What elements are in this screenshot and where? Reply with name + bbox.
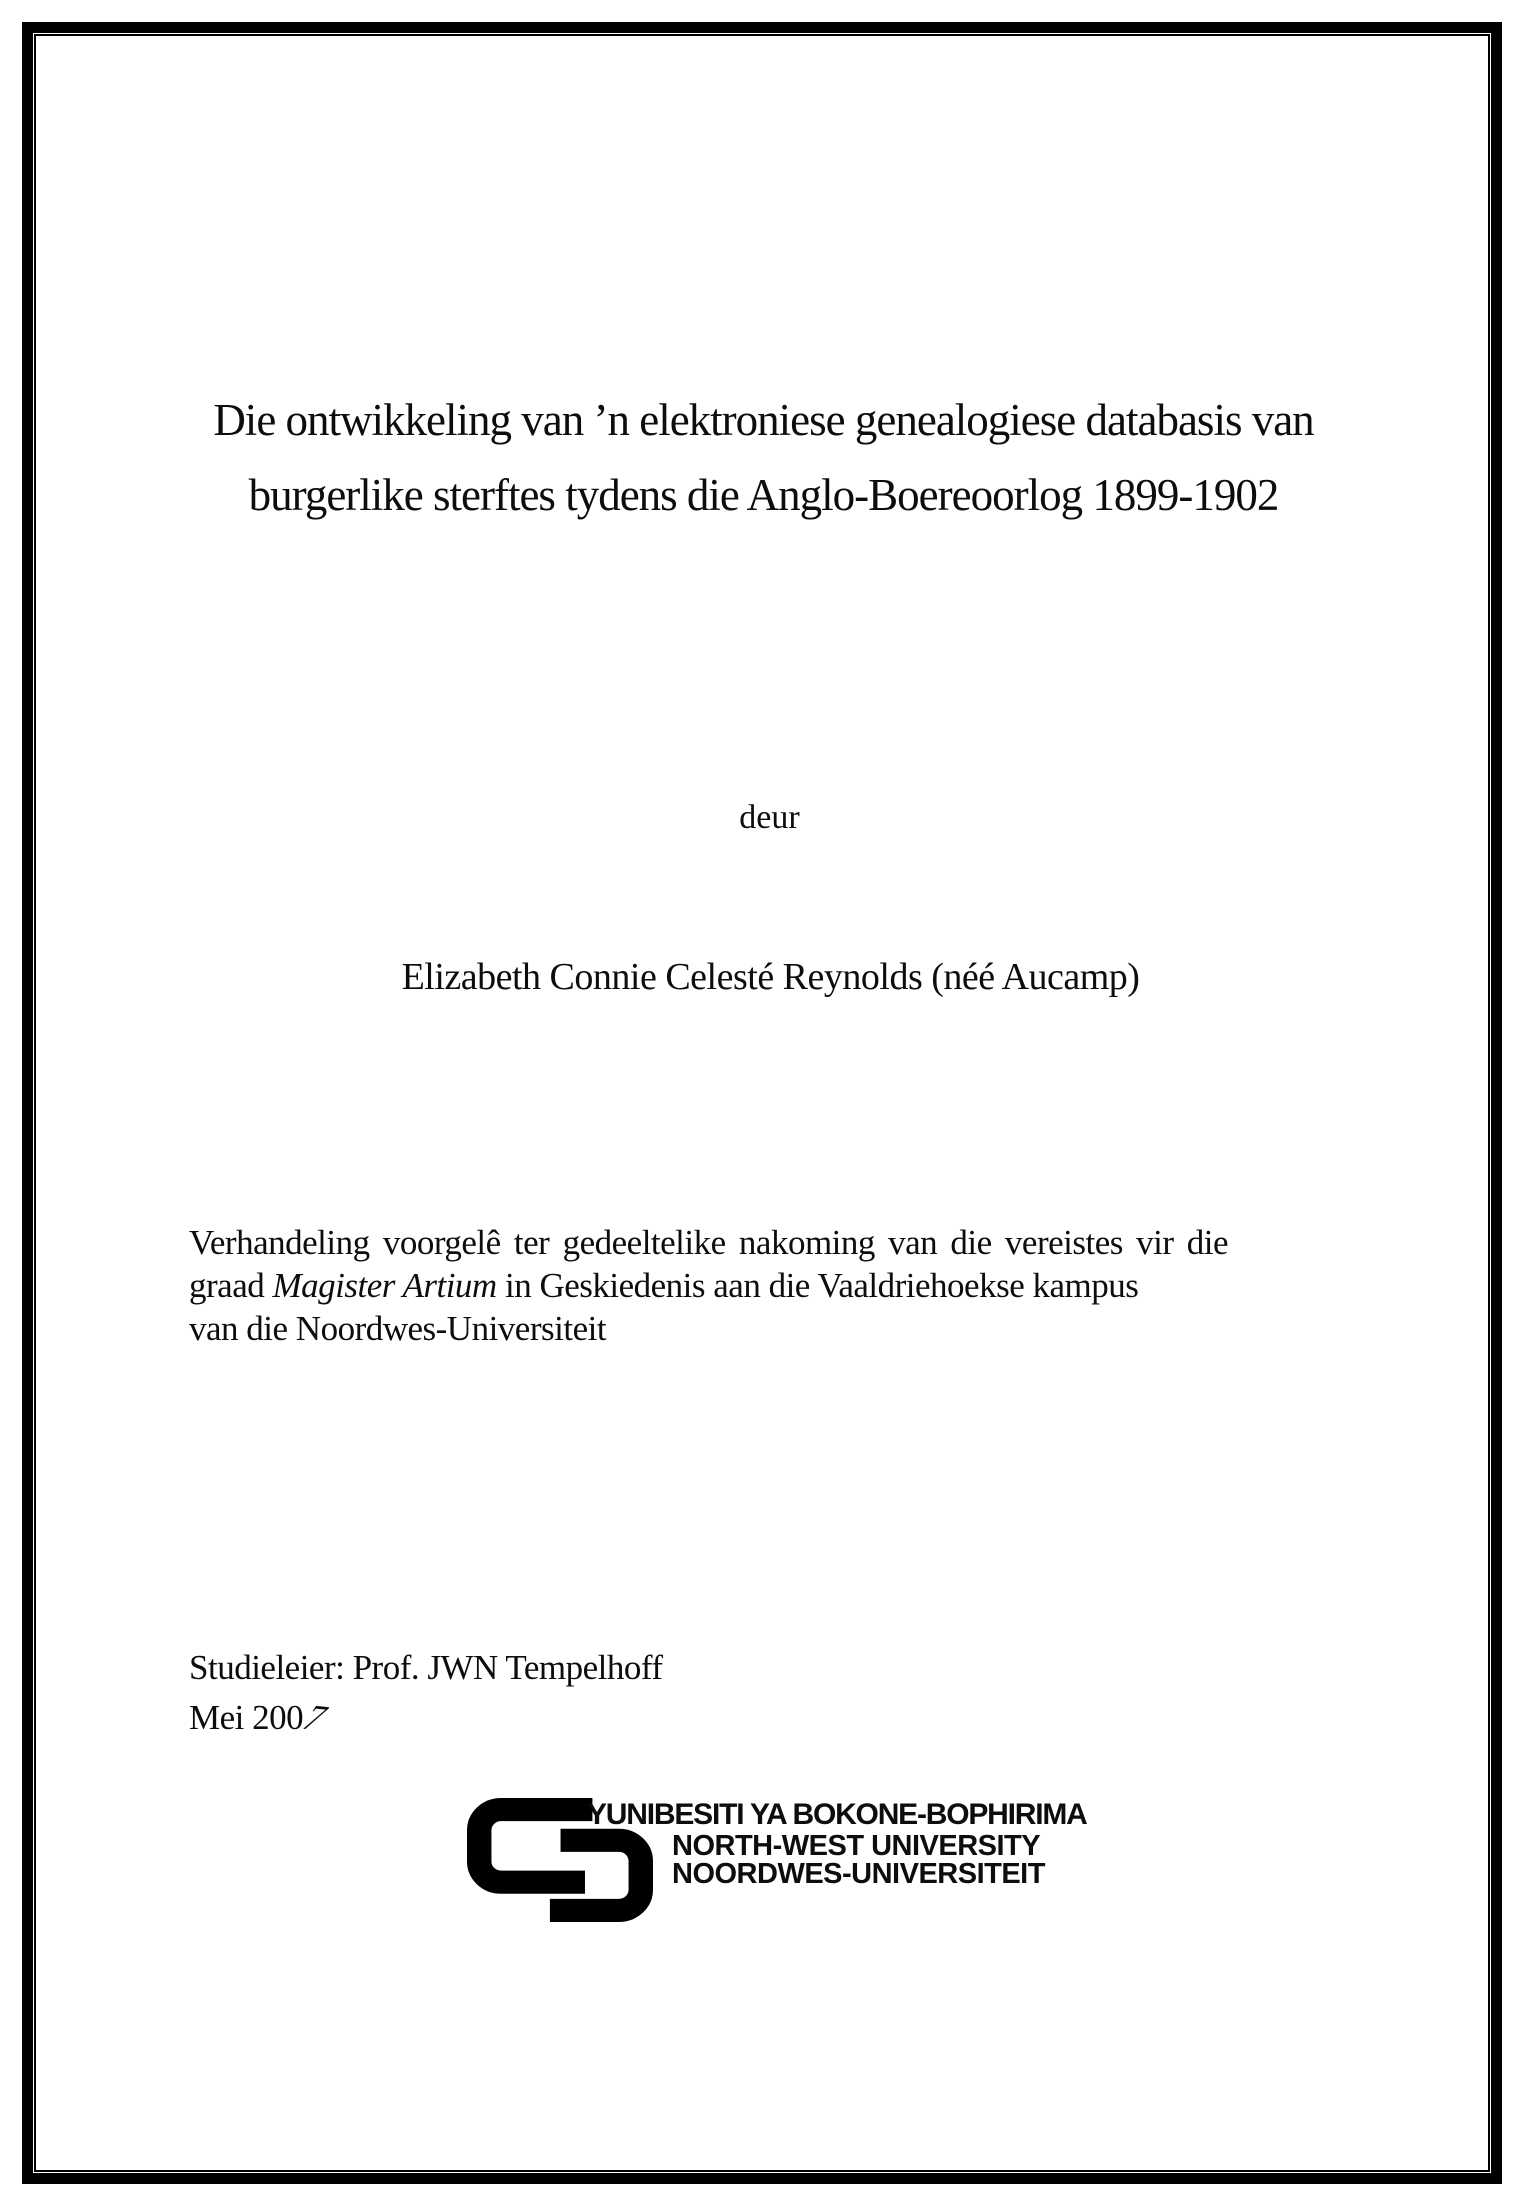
supervisor-block bbox=[189, 1643, 663, 1743]
thesis-statement bbox=[189, 1221, 1359, 1350]
thesis-title-line-2: burgerlike sterftes tydens die Anglo-Boereoorlog 1899-1902 bbox=[248, 470, 1279, 520]
thesis-statement-line-2-pre: graad bbox=[189, 1266, 273, 1305]
logo-text-setswana: YUNIBESITI YA BOKONE-BOPHIRIMA bbox=[587, 1798, 1087, 1831]
thesis-statement-line-2-post: in Geskiedenis aan die Vaaldriehoekse kampus bbox=[496, 1266, 1139, 1305]
logo-text-english: NORTH-WEST UNIVERSITY bbox=[672, 1830, 1041, 1862]
date-line bbox=[189, 1693, 663, 1743]
thesis-statement-line-2 bbox=[189, 1264, 1359, 1307]
university-logo bbox=[467, 1798, 1107, 1948]
supervisor-line: Studieleier: Prof. JWN Tempelhoff bbox=[189, 1648, 663, 1687]
date-prefix: Mei 200 bbox=[189, 1698, 304, 1737]
thesis-title-line-1: Die ontwikkeling van ’n elektroniese genealogiese databasis van bbox=[213, 395, 1314, 445]
thesis-statement-line-3: van die Noordwes-Universiteit bbox=[189, 1309, 607, 1348]
author-name: Elizabeth Connie Celesté Reynolds (néé Aucamp) bbox=[401, 956, 1140, 998]
byline-deur: deur bbox=[739, 799, 800, 836]
thesis-statement-line-1: Verhandeling voorgelê ter gedeeltelike nakoming van die vereistes vir die bbox=[189, 1223, 1229, 1262]
degree-name-italic: Magister Artium bbox=[272, 1266, 497, 1305]
date-last-digit: 7 bbox=[294, 1697, 336, 1739]
logo-text-afrikaans: NOORDWES-UNIVERSITEIT bbox=[672, 1858, 1045, 1890]
